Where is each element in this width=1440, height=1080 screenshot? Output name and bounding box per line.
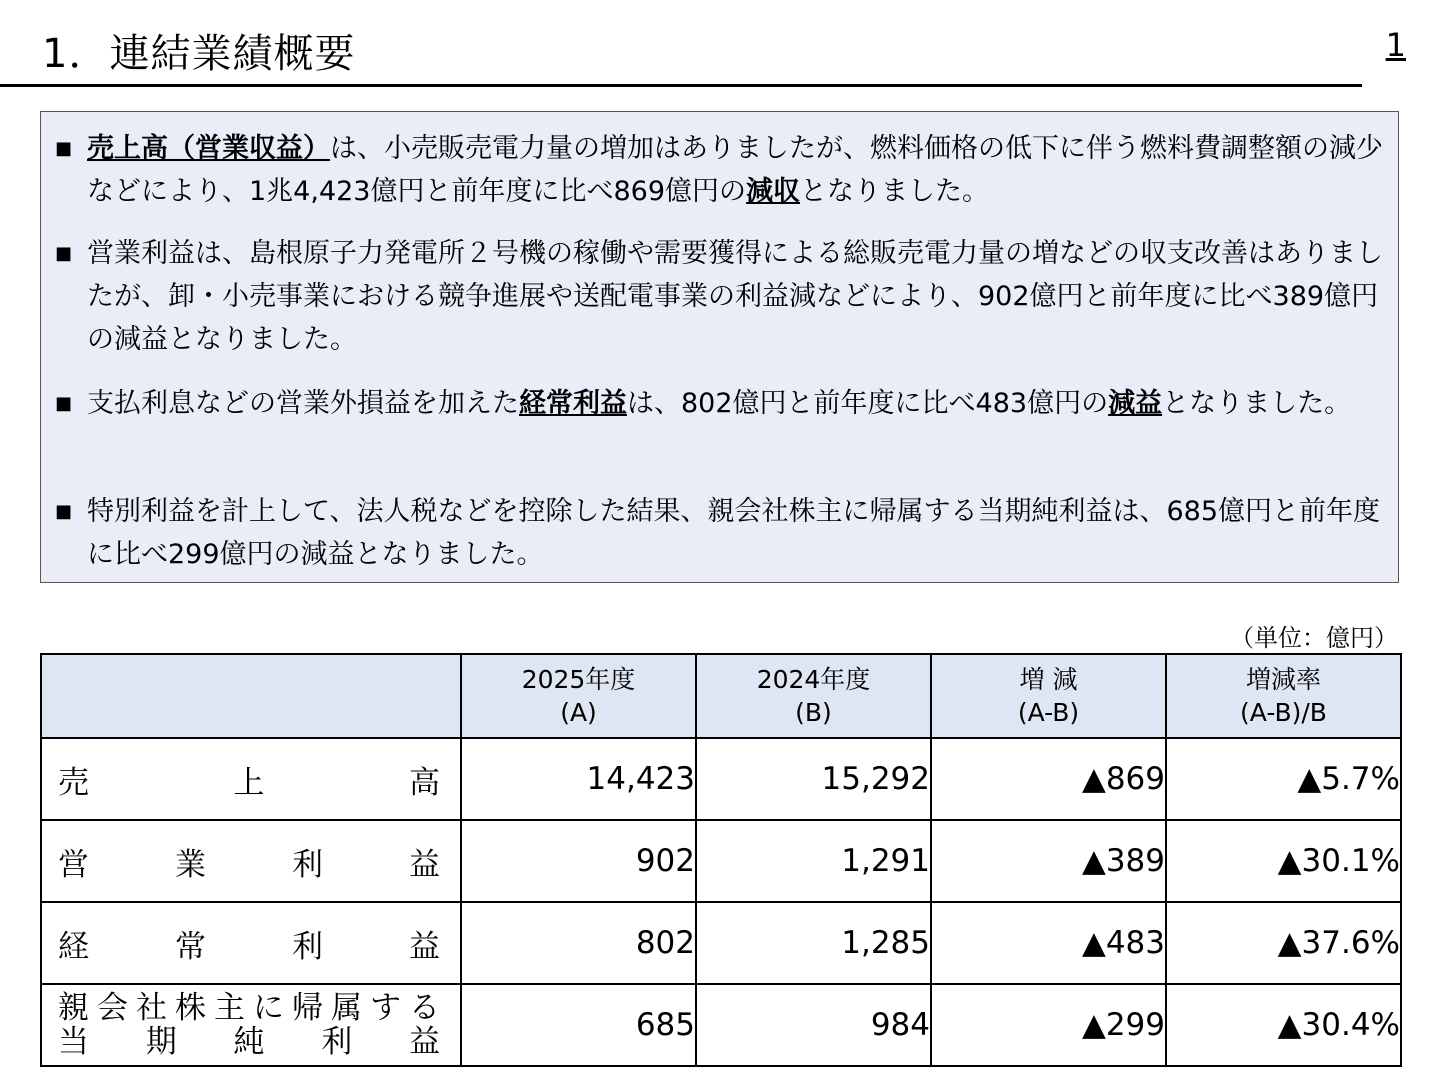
table-row	[41, 738, 1401, 820]
page-title: 1．連結業績概要	[42, 31, 356, 77]
value-a: 685	[461, 984, 696, 1066]
header-fy2025: 2025年度 (A)	[461, 654, 696, 738]
keyword-ordinary-income: 経常利益	[519, 388, 627, 419]
keyword-revenue-decrease: 減収	[746, 176, 801, 207]
row-label: 売 上 高	[41, 738, 461, 820]
text-segment: となりました。	[1162, 388, 1352, 419]
summary-bullet-net-income	[55, 490, 1385, 576]
table-header-row	[41, 654, 1401, 738]
keyword-sales: 売上高（営業収益）	[87, 133, 330, 164]
header-blank	[41, 654, 461, 738]
text-segment: は、802億円と前年度に比べ483億円の	[627, 388, 1109, 419]
title-divider	[0, 84, 1362, 87]
bullet-square-icon: ■	[55, 501, 73, 522]
value-b: 984	[696, 984, 931, 1066]
text-segment: は、小売販売電力量の増加はありましたが、燃料価格の低下に伴う燃料費調整額の減少などにより、1兆4,423億円と前年度に比べ869億円の	[87, 133, 1383, 207]
unit-label: （単位：億円）	[1230, 624, 1398, 652]
value-diff: ▲389	[931, 820, 1166, 902]
value-diff: ▲869	[931, 738, 1166, 820]
bullet-square-icon: ■	[55, 393, 73, 414]
bullet-text: 営業利益は、島根原子力発電所２号機の稼働や需要獲得による総販売電力量の増などの収支改善はありましたが、卸・小売事業における競争進展や送配電事業の利益減などにより、902億円と前年度に比べ389億円の減益となりました。	[87, 238, 1383, 355]
bullet-text	[87, 382, 1385, 425]
bullet-square-icon: ■	[55, 138, 73, 159]
value-diff: ▲483	[931, 902, 1166, 984]
value-a: 802	[461, 902, 696, 984]
bullet-text	[87, 127, 1385, 213]
header-fy2024: 2024年度 (B)	[696, 654, 931, 738]
summary-bullet-ordinary-income	[55, 382, 1385, 425]
keyword-profit-decrease: 減益	[1108, 388, 1163, 419]
table-row	[41, 902, 1401, 984]
value-b: 1,285	[696, 902, 931, 984]
row-label: 営 業 利 益	[41, 820, 461, 902]
table-row	[41, 984, 1401, 1066]
value-rate: ▲30.1%	[1166, 820, 1401, 902]
value-a: 902	[461, 820, 696, 902]
value-rate: ▲5.7%	[1166, 738, 1401, 820]
bullet-text: 特別利益を計上して、法人税などを控除した結果、親会社株主に帰属する当期純利益は、685億円と前年度に比べ299億円の減益となりました。	[87, 496, 1380, 570]
summary-box	[40, 111, 1399, 583]
value-diff: ▲299	[931, 984, 1166, 1066]
value-rate: ▲30.4%	[1166, 984, 1401, 1066]
bullet-square-icon: ■	[55, 243, 73, 264]
value-a: 14,423	[461, 738, 696, 820]
value-rate: ▲37.6%	[1166, 902, 1401, 984]
summary-bullet-operating-income	[55, 232, 1385, 361]
results-table	[40, 653, 1402, 1067]
header-change-rate: 増減率 (A-B)/B	[1166, 654, 1401, 738]
row-label: 親 会 社 株 主 に 帰 属 す る 当 期 純 利 益	[41, 984, 461, 1066]
row-label: 経 常 利 益	[41, 902, 461, 984]
text-segment: 支払利息などの営業外損益を加えた	[87, 388, 519, 419]
table-row	[41, 820, 1401, 902]
value-b: 15,292	[696, 738, 931, 820]
page-number: 1	[1385, 26, 1406, 64]
value-b: 1,291	[696, 820, 931, 902]
header-change: 増 減 (A-B)	[931, 654, 1166, 738]
text-segment: となりました。	[800, 176, 990, 207]
summary-bullet-sales	[55, 127, 1385, 213]
